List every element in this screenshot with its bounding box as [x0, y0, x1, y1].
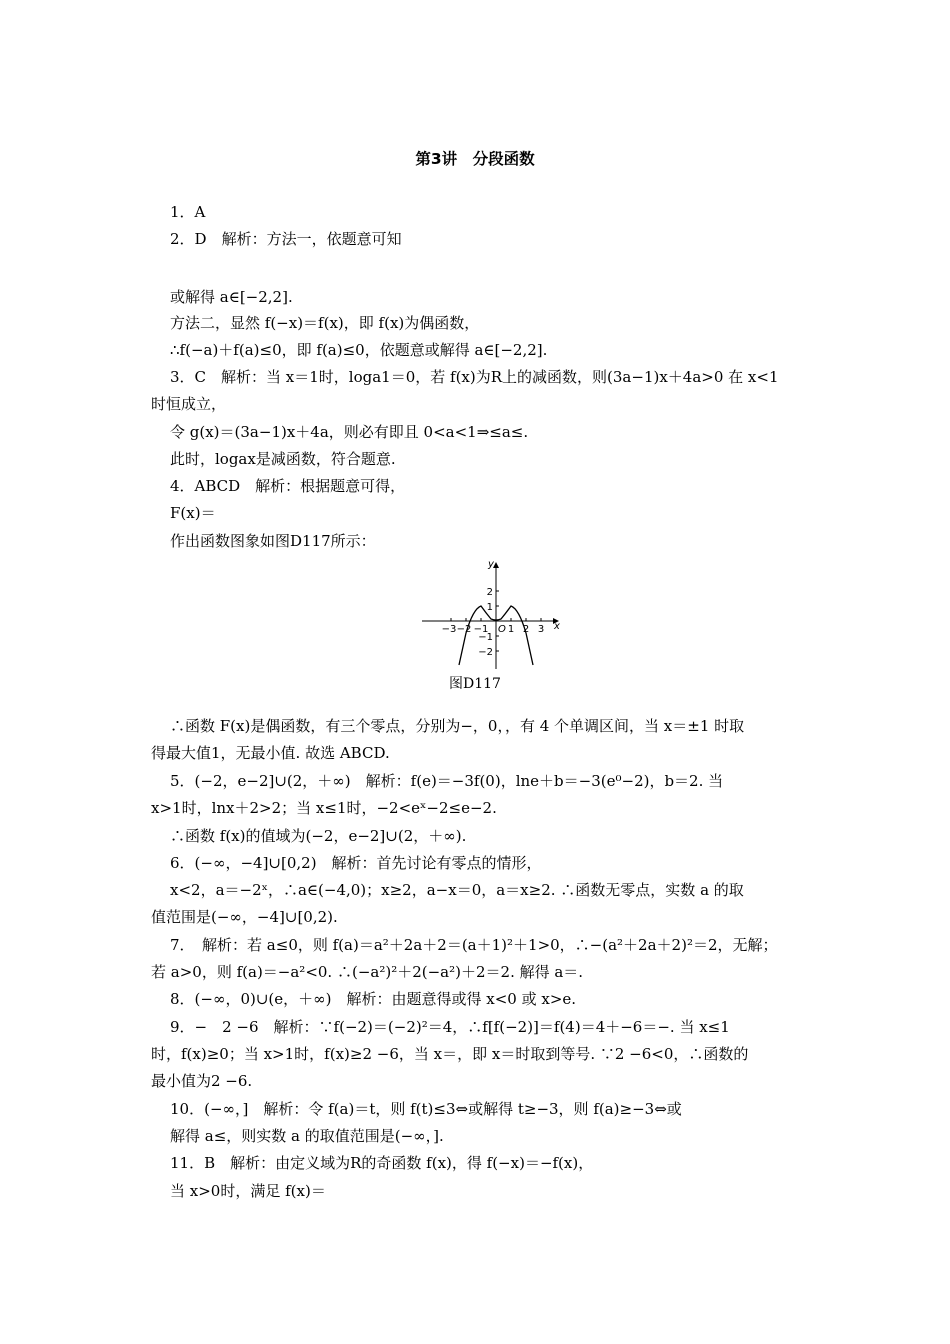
origin-label: O	[498, 624, 506, 635]
x-tick-label: 2	[522, 624, 530, 635]
text-line: 9．− 2 −6 解析：∵f(−2)＝(−2)²＝4，∴f[f(−2)]＝f(4)＝4＋−6＝−. 当 x≤1	[170, 1018, 730, 1036]
text-line: 11．B 解析：由定义域为R的奇函数 f(x)，得 f(−x)＝−f(x)，	[170, 1154, 594, 1172]
text-line: 1．A	[170, 203, 206, 221]
x-tick-label: −3	[441, 624, 457, 635]
text-line: 此时，logax是减函数，符合题意.	[170, 450, 396, 468]
text-line: x<2，a＝−2ˣ，∴a∈(−4,0)；x≥2，a−x＝0，a＝x≥2. ∴函数无零点，实数 a 的取	[170, 881, 744, 899]
text-line: 10．(−∞，] 解析：令 f(a)＝t，则 f(t)≤3⇔或解得 t≥−3，则 f(a)≥−3⇔或	[170, 1100, 682, 1118]
text-line: 令 g(x)＝(3a−1)x＋4a，则必有即且 0<a<1⇒≤a≤.	[170, 423, 529, 441]
function-graph-d117	[418, 557, 568, 675]
text-line: 或解得 a∈[−2,2].	[170, 288, 293, 306]
y-tick-label: 1	[486, 602, 493, 613]
x-tick-label: −2	[456, 624, 472, 635]
x-tick-label: 1	[507, 624, 515, 635]
text-line: ∴f(−a)＋f(a)≤0，即 f(a)≤0，依题意或解得 a∈[−2,2].	[170, 341, 548, 359]
y-axis-label: y	[488, 559, 494, 570]
y-tick-label: −2	[478, 647, 493, 658]
x-tick-label: 3	[537, 624, 545, 635]
text-line: 5．(−2，e−2]∪(2，＋∞) 解析：f(e)＝−3f(0)，lne＋b＝−3(e⁰−2)，b＝2. 当	[170, 772, 724, 790]
text-line: 时恒成立，	[151, 395, 227, 413]
text-line: ∴函数 f(x)的值域为(−2，e−2]∪(2，＋∞).	[170, 827, 467, 845]
text-line: 4．ABCD 解析：根据题意可得，	[170, 477, 406, 495]
text-line: 得最大值1，无最小值. 故选 ABCD.	[151, 744, 390, 762]
text-line: 作出函数图象如图D117所示：	[170, 532, 376, 550]
text-line: x>1时，lnx＋2>2；当 x≤1时，−2<eˣ−2≤e−2.	[151, 799, 497, 817]
text-line: 若 a>0，则 f(a)＝−a²<0. ∴(−a²)²＋2(−a²)＋2＝2. 解得 a＝.	[151, 963, 584, 981]
text-line: 8．(−∞，0)∪(e，＋∞) 解析：由题意得或得 x<0 或 x>e.	[170, 990, 577, 1008]
text-line: 6．(−∞，−4]∪[0,2) 解析：首先讨论有零点的情形，	[170, 854, 542, 872]
text-line: F(x)＝	[170, 504, 216, 522]
text-line: 解得 a≤，则实数 a 的取值范围是(−∞，].	[170, 1127, 444, 1145]
text-line: 最小值为2 −6.	[151, 1072, 253, 1090]
text-line: 3．C 解析：当 x＝1时，loga1＝0，若 f(x)为R上的减函数，则(3a−1)x＋4a>0 在 x<1	[170, 368, 779, 386]
page-title: 第3讲 分段函数	[415, 150, 535, 168]
y-tick-label: −1	[478, 632, 493, 643]
text-line: 2．D 解析：方法一，依题意可知	[170, 230, 402, 248]
y-tick-label: 2	[486, 587, 493, 598]
text-line: 7． 解析：若 a≤0，则 f(a)＝a²＋2a＋2＝(a＋1)²＋1>0，∴−(a²＋2a＋2)²＝2，无解；	[170, 936, 778, 954]
x-tick-label: −1	[473, 624, 489, 635]
figure-caption: 图D117	[449, 676, 501, 692]
text-line: 值范围是(−∞，−4]∪[0,2).	[151, 908, 338, 926]
text-line: 当 x>0时，满足 f(x)＝	[170, 1182, 326, 1200]
x-axis-label: x	[554, 621, 560, 632]
text-line: 时，f(x)≥0；当 x>1时，f(x)≥2 −6，当 x＝，即 x＝时取到等号. ∵2 −6<0，∴函数的	[151, 1045, 749, 1063]
text-line: 方法二，显然 f(−x)＝f(x)，即 f(x)为偶函数，	[170, 314, 480, 332]
text-line: ∴函数 F(x)是偶函数，有三个零点，分别为−，0，，有 4 个单调区间，当 x＝±1 时取	[170, 717, 745, 735]
